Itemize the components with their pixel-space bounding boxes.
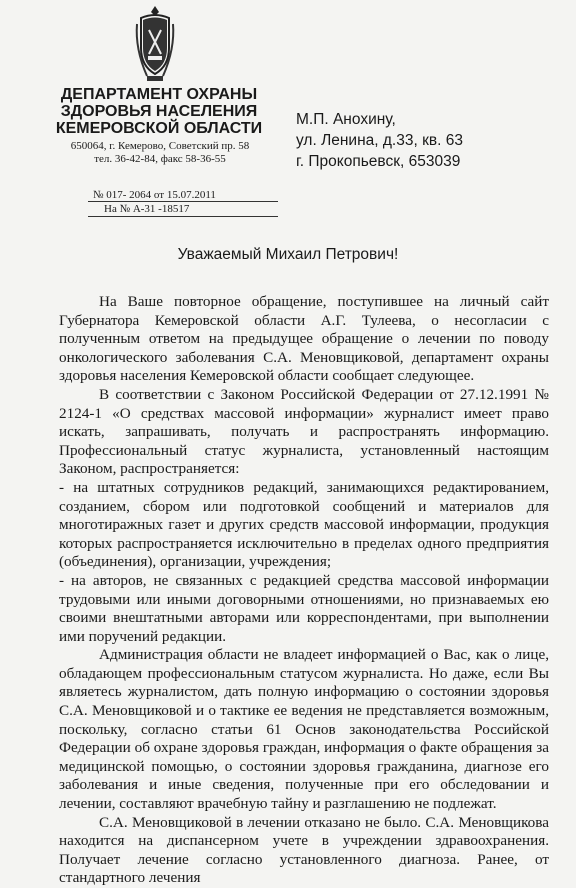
- phone-line: тел. 36-42-84, факс 58-36-55: [94, 153, 226, 165]
- department-name: [44, 86, 274, 137]
- recipient-name: М.П. Анохину,: [296, 111, 396, 128]
- coat-of-arms-icon: [133, 4, 177, 84]
- department-address: [60, 140, 260, 166]
- recipient-street: ул. Ленина, д.33, кв. 63: [296, 132, 463, 149]
- paragraph: - на штатных сотрудников редакций, занимающихся редактированием, созданием, сбором или подготовкой сообщений и материалов для многотиражных газет и других средств массовой информации, продукция которых распространяется исключительно в пределах одного предприятия (объединения), организации, учреждения;: [59, 478, 549, 571]
- paragraph: В соответствии с Законом Российской Федерации от 27.12.1991 № 2124-1 «О средствах массовой информации» журналист имеет право искать, запрашивать, получать и распространять информацию. Профессиональный статус журналиста, установленный настоящим Законом, распространяется:: [59, 385, 549, 478]
- paragraph: На Ваше повторное обращение, поступившее на личный сайт Губернатора Кемеровской области А.Г. Тулеева, о несогласии с полученным ответом на предыдущее обращение о лечении по поводу онкологического заболевания С.А. Меновщиковой, департамент охраны здоровья населения Кемеровской области сообщает следующее.: [59, 293, 549, 385]
- paragraph: С.А. Меновщиковой в лечении отказано не было. С.А. Меновщикова находится на диспансерном учете в учреждении здравоохранения. Получает лечение согласно установленного диагноза. Ранее, от стандартного лечения: [59, 813, 549, 887]
- department-line: ДЕПАРТАМЕНТ ОХРАНЫ: [60, 86, 258, 103]
- reference-divider: [88, 201, 278, 202]
- letter-body: [59, 293, 549, 888]
- outgoing-reference: № 017- 2064 от 15.07.2011: [93, 189, 216, 201]
- recipient-city: г. Прокопьевск, 653039: [296, 153, 461, 170]
- department-line: КЕМЕРОВСКОЙ ОБЛАСТИ: [55, 120, 263, 137]
- address-line: 650064, г. Кемерово, Советский пр. 58: [70, 140, 250, 152]
- department-line: ЗДОРОВЬЯ НАСЕЛЕНИЯ: [60, 103, 258, 120]
- paragraph: - на авторов, не связанных с редакцией средства массовой информации трудовыми или иными договорными отношениями, но признаваемых ею своими внештатными авторами или корреспондентами, при выполнении ими поручений редакции.: [59, 571, 549, 645]
- incoming-reference: На № А-31 -18517: [104, 203, 190, 215]
- recipient-block: [296, 109, 463, 172]
- reference-divider: [88, 216, 278, 217]
- greeting: Уважаемый Михаил Петрович!: [177, 246, 399, 263]
- paragraph: Администрация области не владеет информацией о Вас, как о лице, обладающем профессиональным статусом журналиста. Но даже, если Вы являетесь журналистом, дать полную информацию о состоянии здоровья С.А. Меновщиковой и о тактике ее ведения не представляется возможным, поскольку, согласно статьи 61 Основ законодательства Российской Федерации об охране здоровья граждан, информация о факте обращения за медицинской помощью, о состоянии здоровья гражданина, диагнозе его заболевания и иные сведения, полученные при его обследовании и лечении, составляют врачебную тайну и разглашению не подлежат.: [59, 646, 549, 813]
